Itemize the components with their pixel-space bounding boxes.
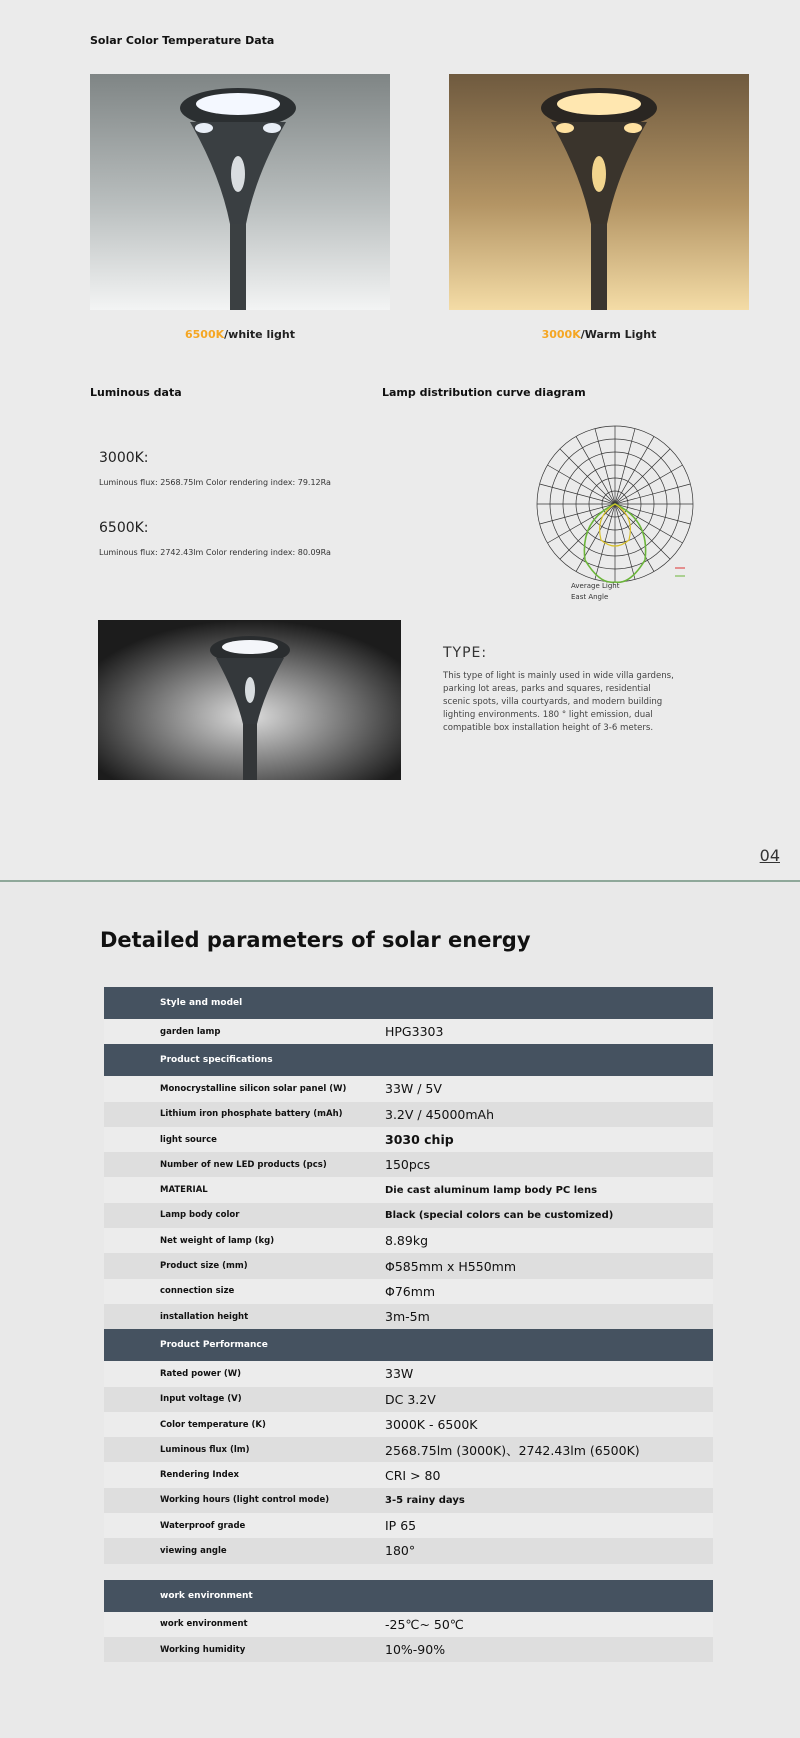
- lum-3000-label: 3000K:: [99, 450, 149, 466]
- white-light-lamp-photo: [90, 74, 390, 310]
- table-row: [104, 1387, 713, 1412]
- parameters-table: [104, 987, 713, 1662]
- row-key: MATERIAL: [104, 1177, 385, 1202]
- table-row: [104, 1127, 713, 1152]
- caption-accent-6500: 6500K: [185, 328, 225, 341]
- table-row: [104, 1538, 713, 1563]
- table-spacer: [104, 1564, 713, 1580]
- section-label: Product specifications: [104, 1044, 713, 1076]
- row-key: Waterproof grade: [104, 1513, 385, 1538]
- table-row: [104, 1412, 713, 1437]
- table-row: [104, 1203, 713, 1228]
- row-value: DC 3.2V: [385, 1387, 713, 1412]
- row-value: 33W: [385, 1361, 713, 1386]
- table-row: [104, 1102, 713, 1127]
- table-row: [104, 1019, 713, 1044]
- table-row: [104, 1304, 713, 1329]
- section-label: Product Performance: [104, 1329, 713, 1361]
- row-value: 3-5 rainy days: [385, 1488, 713, 1513]
- row-value: 10%-90%: [385, 1637, 713, 1662]
- section-header-style: [104, 987, 713, 1019]
- table-row: [104, 1612, 713, 1637]
- row-value: 3.2V / 45000mAh: [385, 1102, 713, 1127]
- table-row: [104, 1462, 713, 1487]
- lum-6500-text: Luminous flux: 2742.43lm Color rendering index: 80.09Ra: [99, 548, 331, 557]
- table-row: [104, 1361, 713, 1386]
- row-key: installation height: [104, 1304, 385, 1329]
- row-value: 180°: [385, 1538, 713, 1563]
- type-description: This type of light is mainly used in wide villa gardens, parking lot areas, parks and squares, residential scenic spots, villa courtyards, and modern building lighting environments. 180 ° light emission, dual compatible box installation height of 3-6 meters.: [443, 671, 674, 733]
- row-value: 3030 chip: [385, 1127, 713, 1152]
- row-key: Rated power (W): [104, 1361, 385, 1386]
- lum-6500-label: 6500K:: [99, 520, 149, 536]
- table-row: [104, 1279, 713, 1304]
- caption-accent-3000: 3000K: [541, 328, 581, 341]
- row-key: Working hours (light control mode): [104, 1488, 385, 1513]
- row-value: 150pcs: [385, 1152, 713, 1177]
- row-key: Luminous flux (lm): [104, 1437, 385, 1462]
- table-row: [104, 1177, 713, 1202]
- lamp-night-photo: [98, 620, 401, 780]
- row-key: Input voltage (V): [104, 1387, 385, 1412]
- row-value: 33W / 5V: [385, 1076, 713, 1101]
- table-row: [104, 1513, 713, 1538]
- section-label: Style and model: [104, 987, 713, 1019]
- table-row: [104, 1228, 713, 1253]
- curve-legend-2: East Angle: [571, 593, 609, 601]
- row-value: 3m-5m: [385, 1304, 713, 1329]
- warm-light-caption: [449, 328, 749, 341]
- row-key: viewing angle: [104, 1538, 385, 1563]
- row-key: work environment: [104, 1612, 385, 1637]
- section-header-specs: [104, 1044, 713, 1076]
- table-row: [104, 1637, 713, 1662]
- row-value: 3000K - 6500K: [385, 1412, 713, 1437]
- warm-light-lamp-photo: [449, 74, 749, 310]
- table-row: [104, 1437, 713, 1462]
- caption-text-warm: /Warm Light: [580, 328, 657, 341]
- row-key: Color temperature (K): [104, 1412, 385, 1437]
- page-number: 04: [759, 846, 780, 865]
- section-label: work environment: [104, 1580, 713, 1612]
- row-value: 8.89kg: [385, 1228, 713, 1253]
- row-key: Lithium iron phosphate battery (mAh): [104, 1102, 385, 1127]
- distribution-curve-diagram: [525, 420, 715, 610]
- row-value: Φ585mm x H550mm: [385, 1253, 713, 1278]
- curve-legend-1: Average Light: [571, 582, 620, 590]
- table-row: [104, 1253, 713, 1278]
- row-value: Φ76mm: [385, 1279, 713, 1304]
- lum-3000-text: Luminous flux: 2568.75lm Color rendering index: 79.12Ra: [99, 478, 331, 487]
- table-row: [104, 1076, 713, 1101]
- table-row: [104, 1488, 713, 1513]
- type-title: TYPE:: [443, 645, 488, 661]
- row-key: connection size: [104, 1279, 385, 1304]
- table-row: [104, 1152, 713, 1177]
- row-key: Rendering Index: [104, 1462, 385, 1487]
- curve-title: Lamp distribution curve diagram: [382, 386, 586, 399]
- row-key: Number of new LED products (pcs): [104, 1152, 385, 1177]
- luminous-title: Luminous data: [90, 386, 182, 399]
- white-light-caption: [90, 328, 390, 341]
- color-temp-title: Solar Color Temperature Data: [90, 34, 275, 47]
- row-value: HPG3303: [385, 1019, 713, 1044]
- parameters-title: Detailed parameters of solar energy: [100, 928, 531, 952]
- row-value: CRI > 80: [385, 1462, 713, 1487]
- row-key: Monocrystalline silicon solar panel (W): [104, 1076, 385, 1101]
- section-header-environment: [104, 1580, 713, 1612]
- row-key: Lamp body color: [104, 1203, 385, 1228]
- row-value: 2568.75lm (3000K)、2742.43lm (6500K): [385, 1437, 713, 1462]
- row-value: Die cast aluminum lamp body PC lens: [385, 1177, 713, 1202]
- row-key: light source: [104, 1127, 385, 1152]
- row-key: garden lamp: [104, 1019, 385, 1044]
- row-value: -25℃~ 50℃: [385, 1612, 713, 1637]
- row-value: IP 65: [385, 1513, 713, 1538]
- row-key: Net weight of lamp (kg): [104, 1228, 385, 1253]
- row-value: Black (special colors can be customized): [385, 1203, 713, 1228]
- section-header-performance: [104, 1329, 713, 1361]
- row-key: Product size (mm): [104, 1253, 385, 1278]
- row-key: Working humidity: [104, 1637, 385, 1662]
- caption-text-white: /white light: [224, 328, 295, 341]
